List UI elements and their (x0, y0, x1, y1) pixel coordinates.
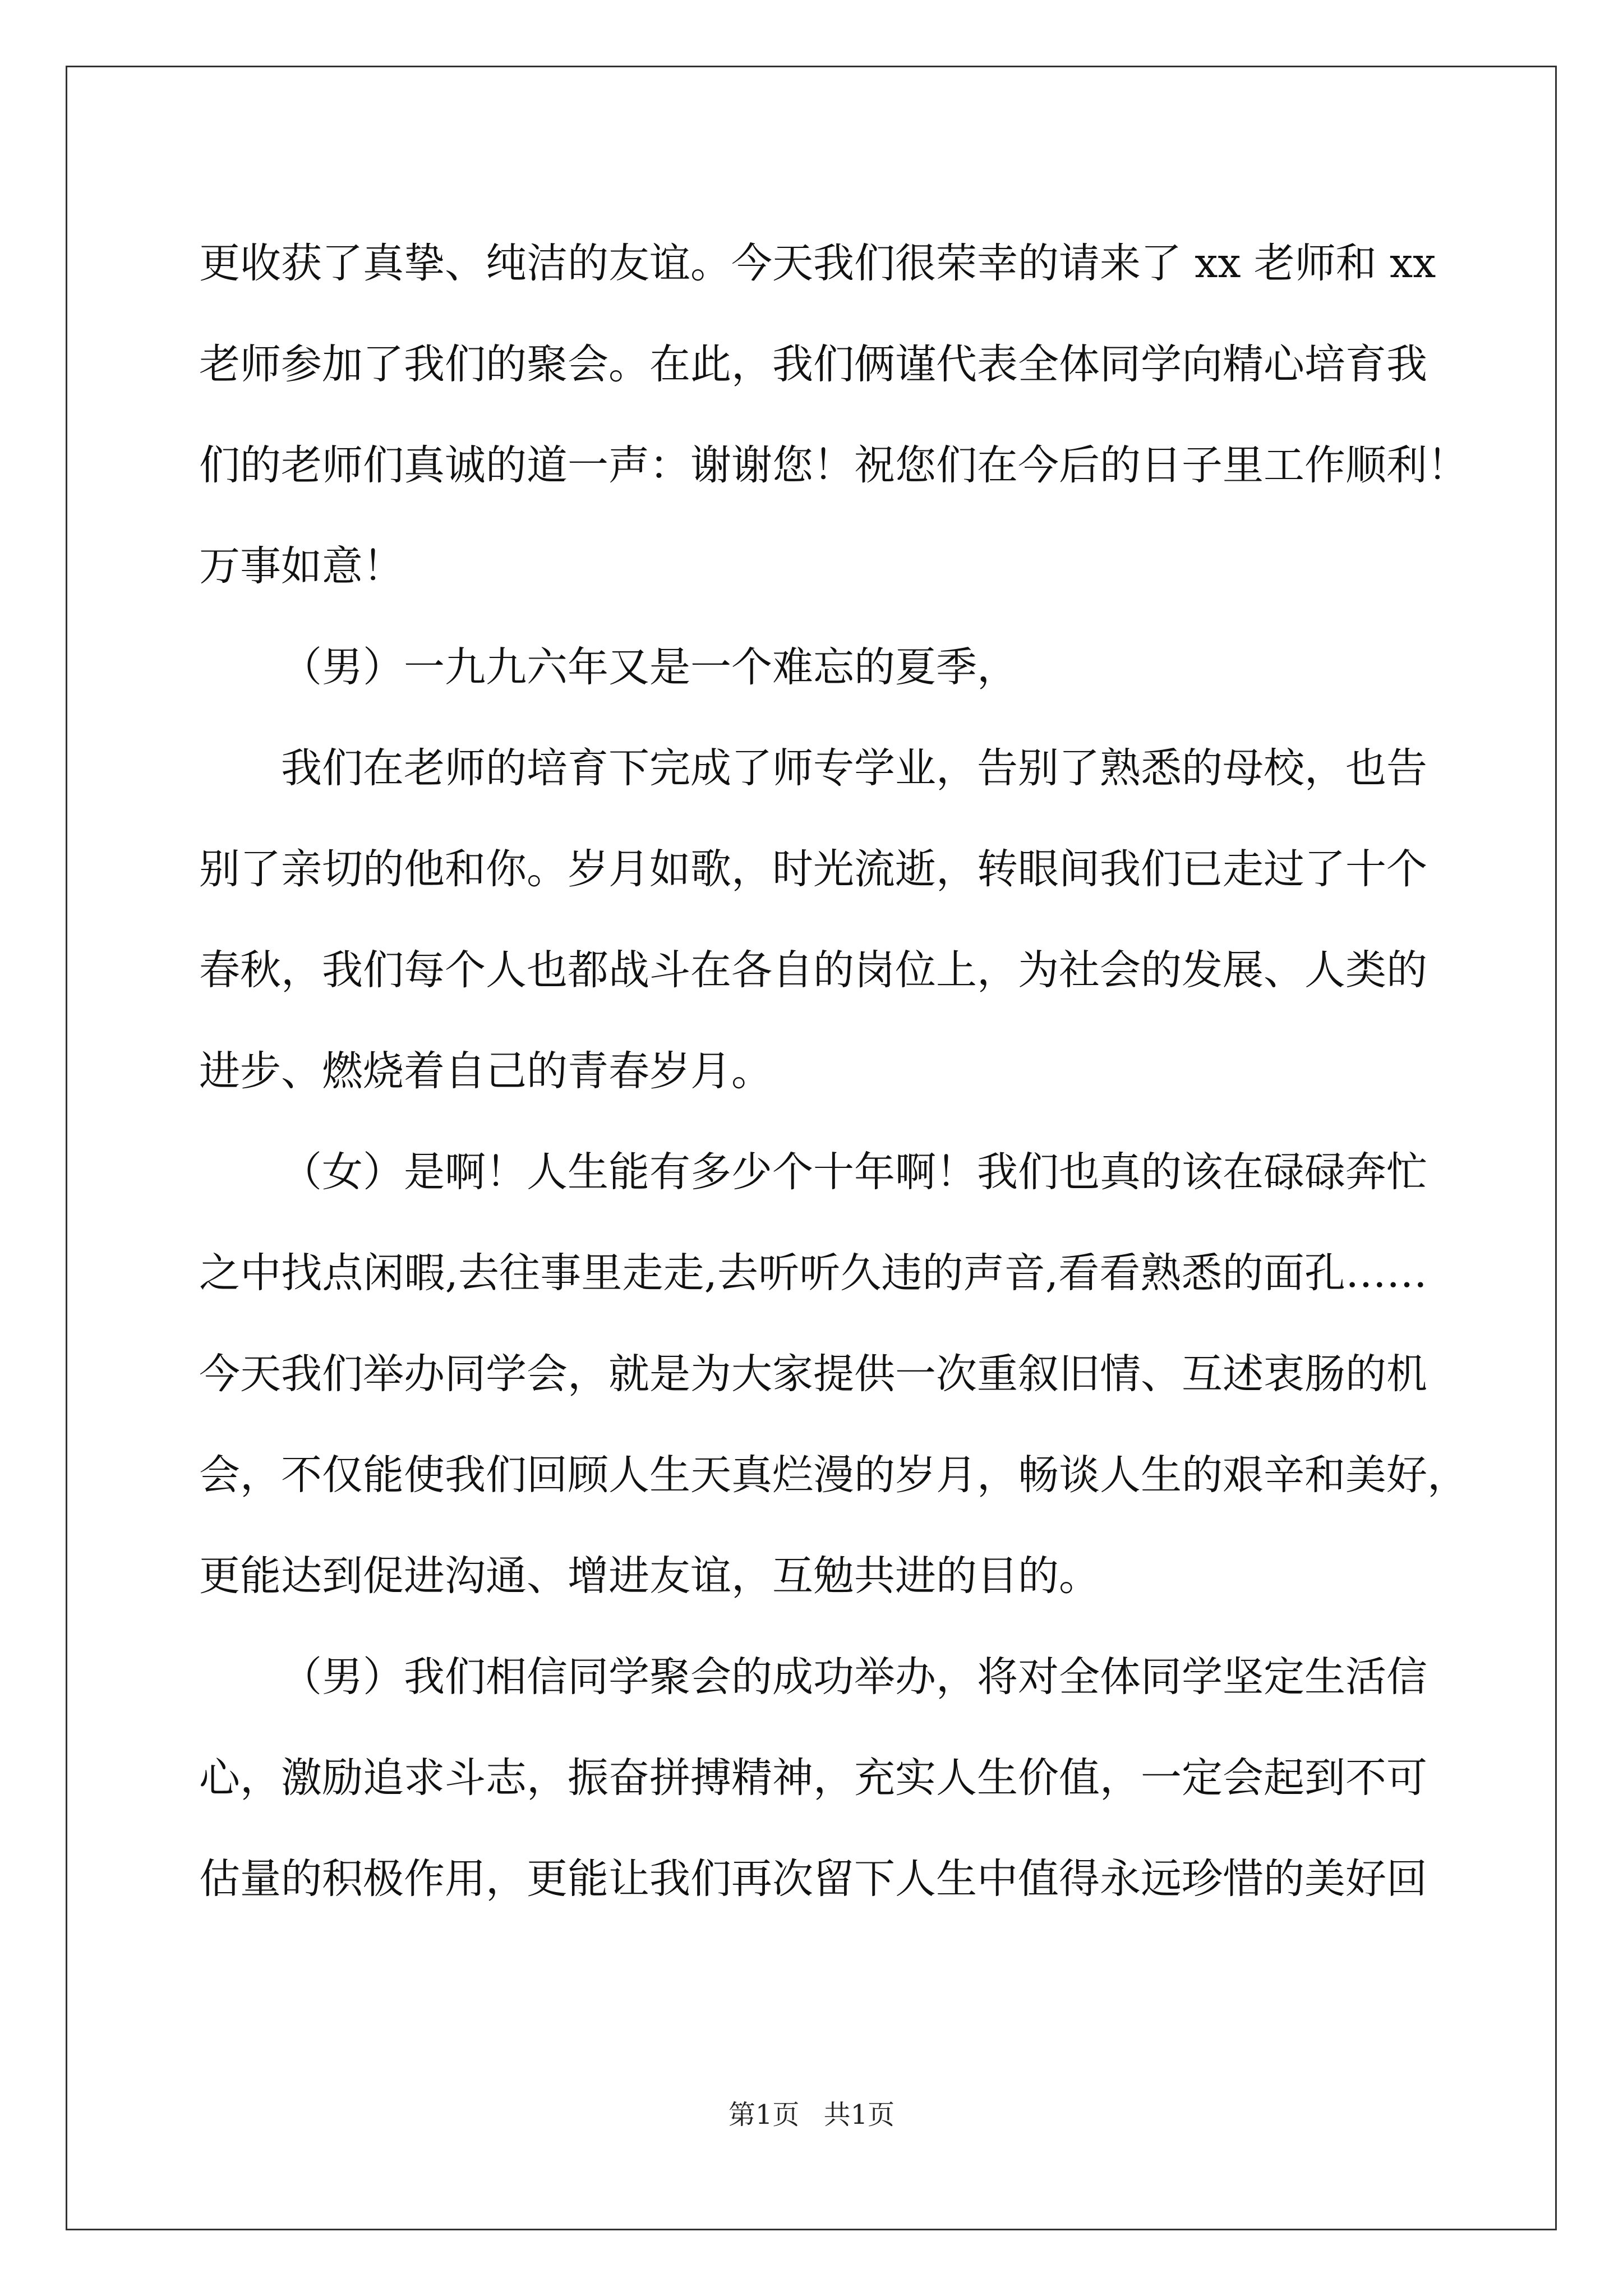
text-line: 估量的积极作用，更能让我们再次留下人生中值得永远珍惜的美好回 (199, 1855, 1427, 1903)
text-line: 心，激励追求斗志，振奋拼搏精神，充实人生价值，一定会起到不可 (199, 1754, 1427, 1802)
document-body (199, 213, 1468, 1930)
text-line: （女）是啊！人生能有多少个十年啊！我们也真的该在碌碌奔忙 (281, 1148, 1427, 1196)
text-line: 今天我们举办同学会，就是为大家提供一次重叙旧情、互述衷肠的机 (199, 1350, 1427, 1398)
text-line: 老师参加了我们的聚会。在此，我们俩谨代表全体同学向精心培育我 (199, 341, 1427, 388)
text-line: 别了亲切的他和你。岁月如歌，时光流逝，转眼间我们已走过了十个 (199, 845, 1427, 893)
page-number-current: 第1页 (728, 2099, 800, 2131)
text-line: 更收获了真挚、纯洁的友谊。今天我们很荣幸的请来了 xx 老师和 xx (199, 240, 1436, 287)
text-line: 们的老师们真诚的道一声：谢谢您！祝您们在今后的日子里工作顺利！ (199, 441, 1468, 489)
text-line: （男）我们相信同学聚会的成功举办，将对全体同学坚定生活信 (281, 1653, 1427, 1701)
page-footer (0, 2098, 1623, 2132)
text-line: （男）一九九六年又是一个难忘的夏季， (281, 643, 1018, 691)
text-line: 我们在老师的培育下完成了师专学业，告别了熟悉的母校，也告 (281, 744, 1427, 792)
page-number-total: 共1页 (823, 2099, 895, 2131)
text-line: 会，不仅能使我们回顾人生天真烂漫的岁月，畅谈人生的艰辛和美好， (199, 1451, 1468, 1499)
text-line: 春秋，我们每个人也都战斗在各自的岗位上，为社会的发展、人类的 (199, 946, 1427, 994)
text-line: 万事如意！ (199, 542, 404, 590)
text-line: 之中找点闲暇,去往事里走走,去听听久违的声音,看看熟悉的面孔…… (199, 1249, 1427, 1297)
text-line: 进步、燃烧着自己的青春岁月。 (199, 1047, 772, 1095)
text-line: 更能达到促进沟通、增进友谊，互勉共进的目的。 (199, 1552, 1100, 1600)
